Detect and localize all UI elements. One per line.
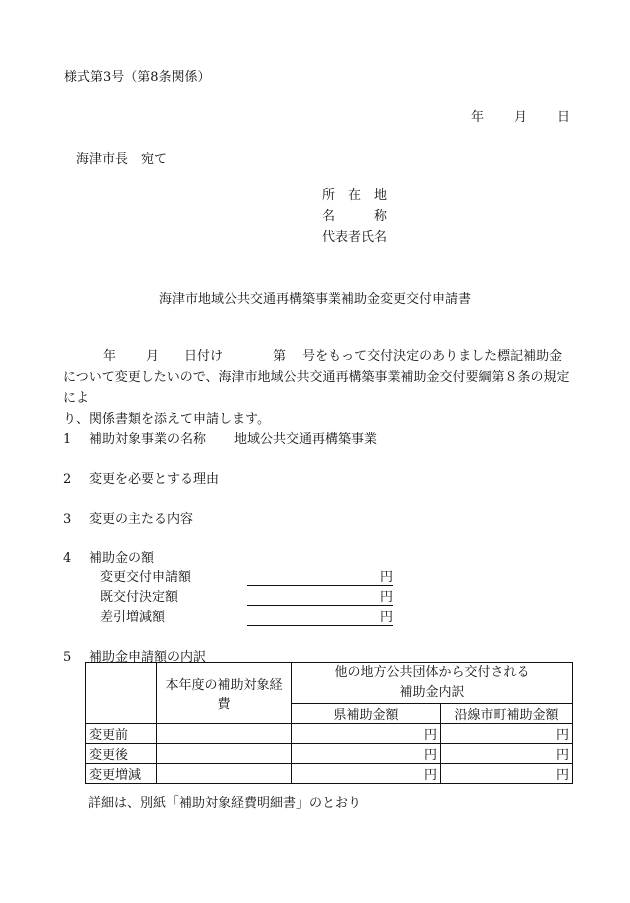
expense-cell <box>157 724 292 744</box>
body-paragraph <box>63 346 579 430</box>
amount-label: 変更交付申請額 <box>100 570 192 585</box>
breakdown-table <box>85 662 573 784</box>
document-title: 海津市地域公共交通再構築事業補助金変更交付申請書 <box>158 292 471 307</box>
header-other-line-2: 補助金内訳 <box>399 685 465 700</box>
header-city: 沿線市町補助金額 <box>441 704 573 724</box>
amount-label: 差引増減額 <box>100 610 166 625</box>
header-other-line-1: 他の地方公共団体から交付される <box>334 665 530 680</box>
amount-unit: 円 <box>247 586 393 606</box>
form-number: 様式第3号（第8条関係） <box>64 70 211 85</box>
date-line <box>449 106 570 125</box>
pref-cell: 円 <box>292 764 441 784</box>
body-rest: 号をもって交付決定のありました標記補助金 <box>302 349 563 364</box>
city-cell: 円 <box>441 744 573 764</box>
body-line-1 <box>63 346 579 367</box>
section-2-number: 2 <box>63 472 72 487</box>
name-label: 名 称 <box>322 209 388 224</box>
amount-row-approved <box>100 586 393 606</box>
section-1 <box>63 428 377 447</box>
amount-label: 既交付決定額 <box>100 590 179 605</box>
body-line-2: について変更したいので、海津市地域公共交通再構築事業補助金交付要綱第８条の規定によ <box>63 370 570 406</box>
section-1-label: 補助対象事業の名称 <box>89 432 207 447</box>
body-day: 日付け <box>184 349 224 364</box>
row-label: 変更後 <box>86 744 157 764</box>
amount-row-difference <box>100 606 393 626</box>
section-2 <box>63 468 219 487</box>
section-3 <box>63 508 193 527</box>
date-year: 年 <box>470 110 484 125</box>
section-1-value: 地域公共交通再構築事業 <box>234 432 378 447</box>
city-cell: 円 <box>441 724 573 744</box>
date-month: 月 <box>513 110 527 125</box>
body-year: 年 <box>103 349 117 364</box>
header-other-subsidy <box>292 663 573 704</box>
section-1-number: 1 <box>63 432 72 447</box>
section-5-label: 補助金申請額の内訳 <box>89 650 207 665</box>
body-month: 月 <box>146 349 160 364</box>
amount-unit: 円 <box>247 606 393 626</box>
section-4 <box>63 547 154 566</box>
representative-label: 代表者氏名 <box>322 230 388 245</box>
body-line-3: り、関係書類を添えて申請します。 <box>63 412 270 427</box>
header-pref: 県補助金額 <box>292 704 441 724</box>
section-3-label: 変更の主たる内容 <box>89 512 194 527</box>
expense-cell <box>157 764 292 784</box>
city-cell: 円 <box>441 764 573 784</box>
date-day: 日 <box>556 110 570 125</box>
pref-cell: 円 <box>292 724 441 744</box>
applicant-block <box>322 185 387 248</box>
detail-note: 詳細は、別紙「補助対象経費明細書」のとおり <box>88 796 362 811</box>
location-label: 所 在 地 <box>322 188 388 203</box>
table-corner-cell <box>86 663 157 724</box>
pref-cell: 円 <box>292 744 441 764</box>
section-4-number: 4 <box>63 551 72 566</box>
row-label: 変更増減 <box>86 764 157 784</box>
section-5-number: 5 <box>63 650 72 665</box>
table-header-row <box>86 663 573 704</box>
section-3-number: 3 <box>63 512 72 527</box>
addressee: 海津市長 宛て <box>76 152 168 167</box>
amount-unit: 円 <box>247 566 393 586</box>
section-2-label: 変更を必要とする理由 <box>89 472 220 487</box>
section-4-label: 補助金の額 <box>89 551 155 566</box>
amount-row-requested <box>100 566 393 586</box>
table-row <box>86 764 573 784</box>
table-row <box>86 724 573 744</box>
table-row <box>86 744 573 764</box>
body-number: 第 <box>273 349 287 364</box>
row-label: 変更前 <box>86 724 157 744</box>
header-expense: 本年度の補助対象経費 <box>157 663 292 724</box>
expense-cell <box>157 744 292 764</box>
